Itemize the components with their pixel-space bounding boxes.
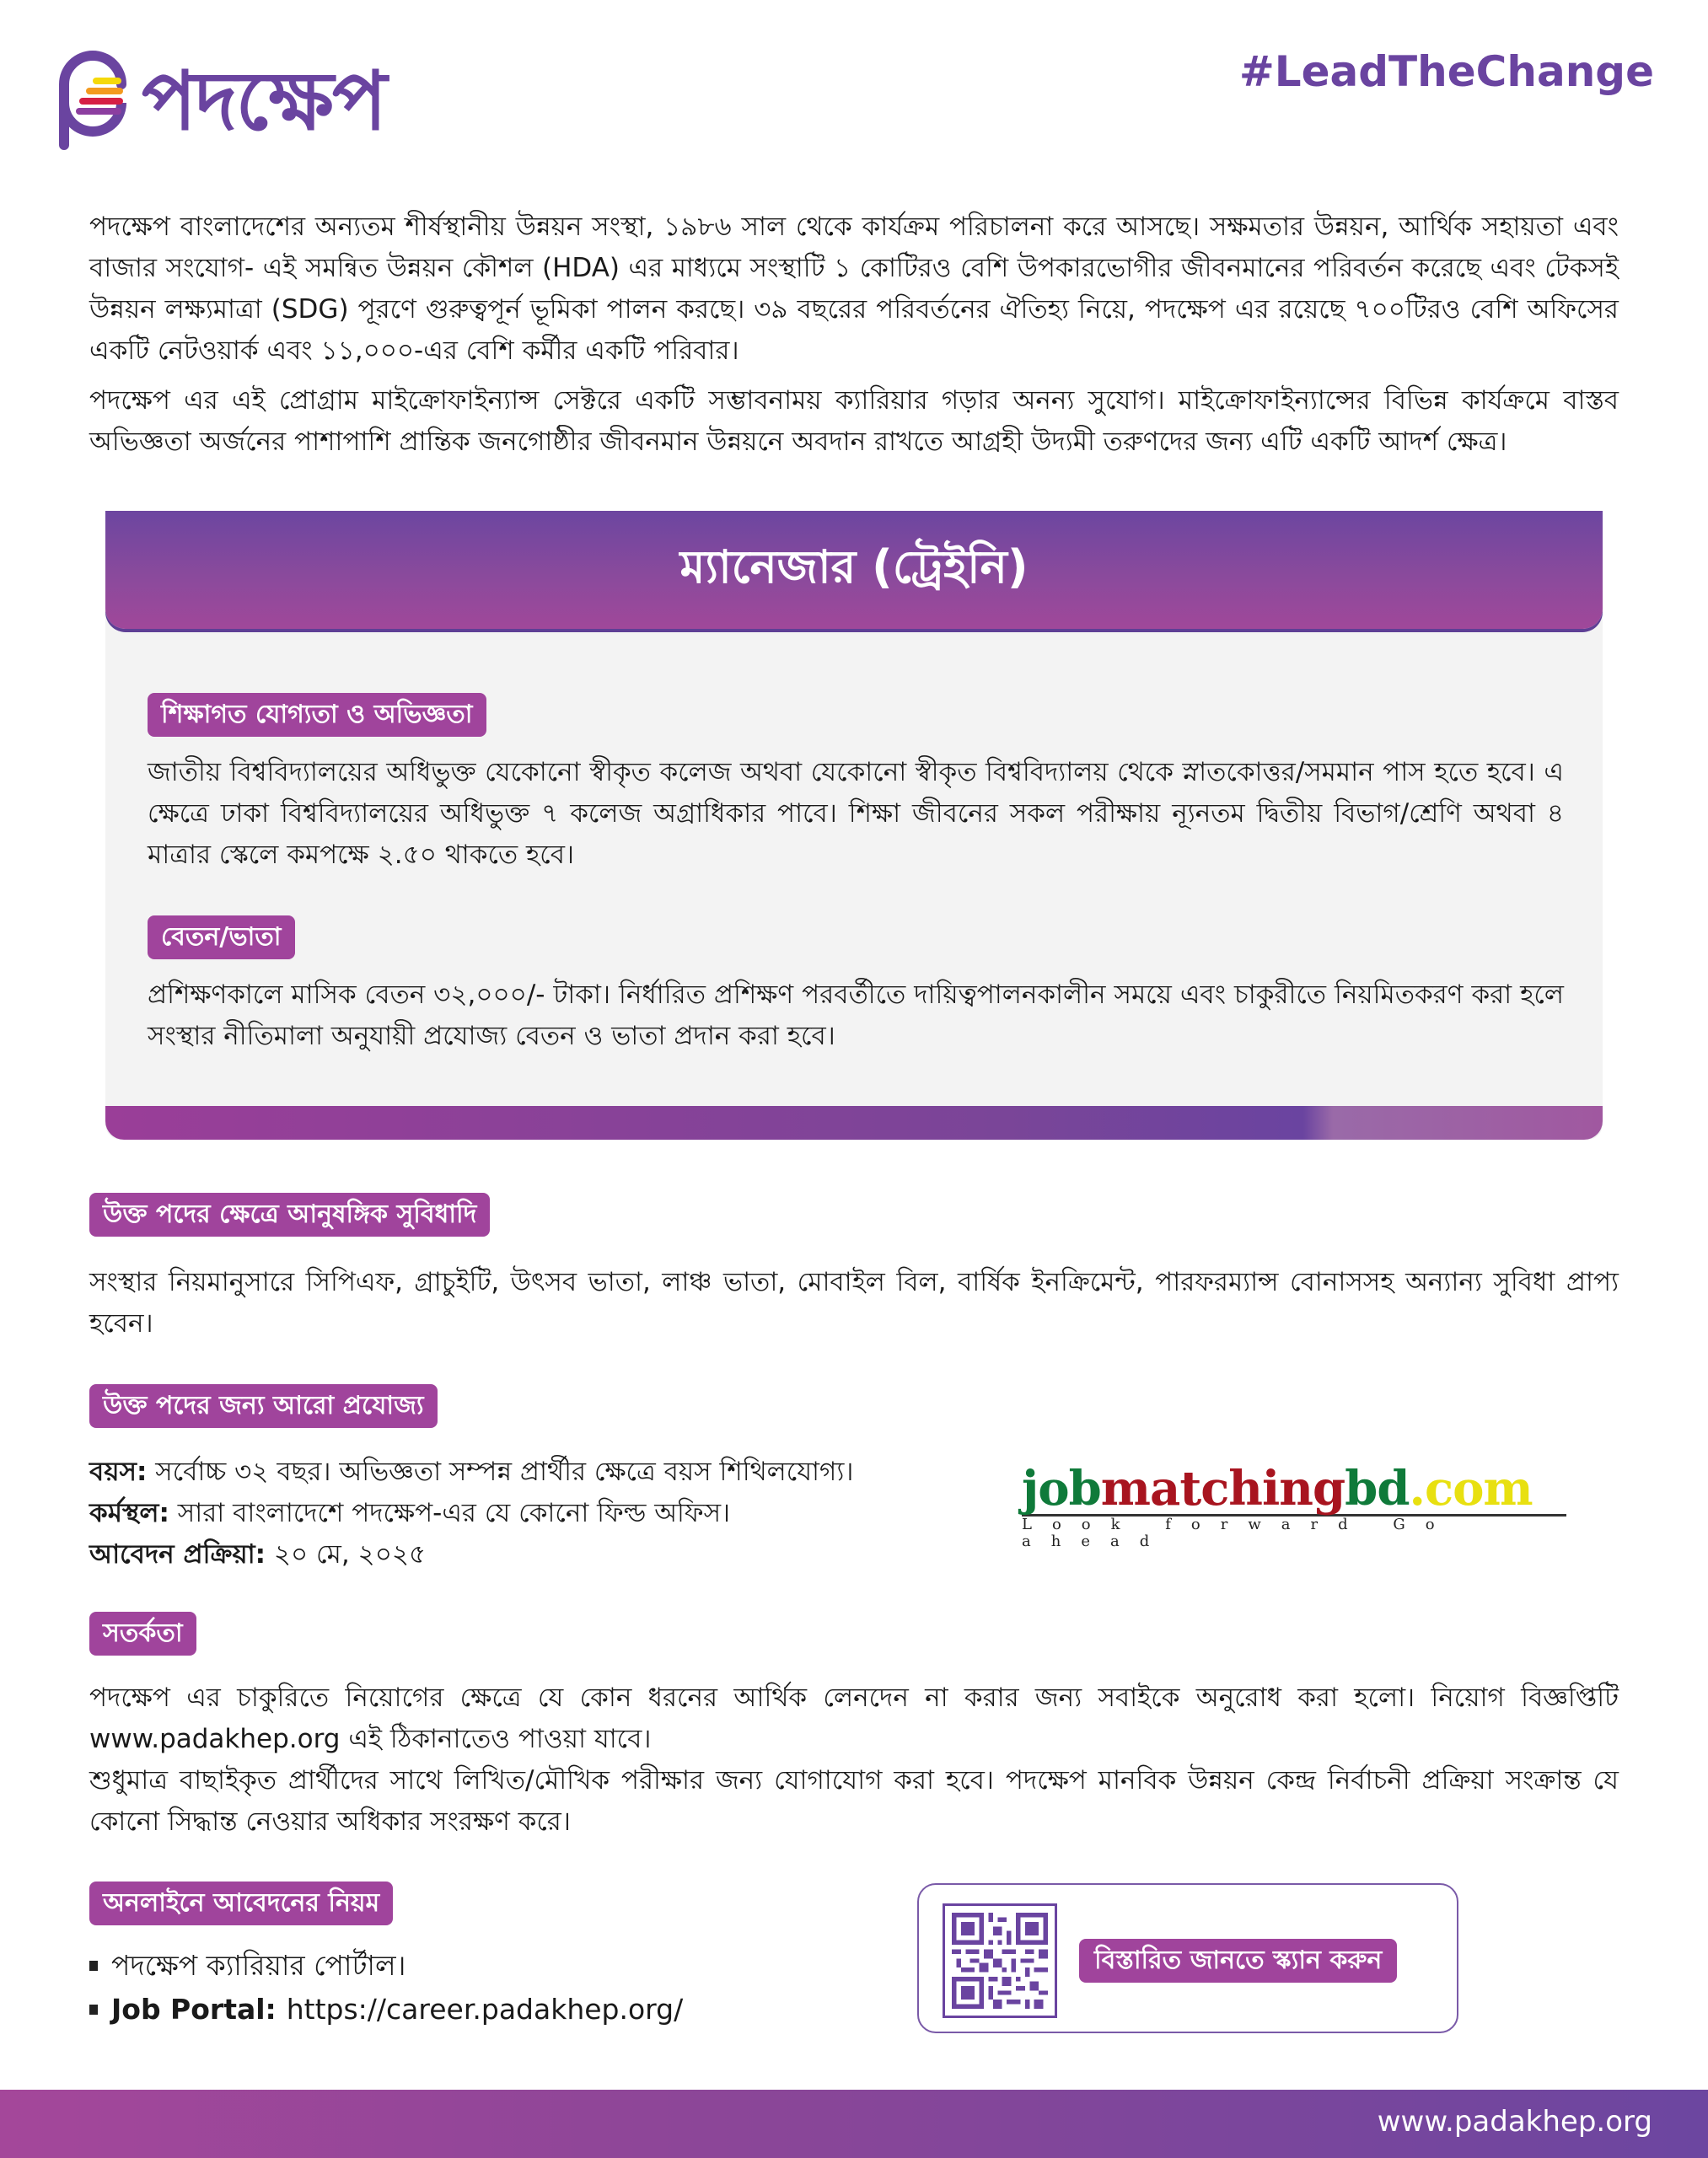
salary-section [148,915,1564,1057]
requirement-value: সর্বোচ্চ ৩২ বছর। অভিজ্ঞতা সম্পন্ন প্রার্থীর ক্ষেত্রে বয়স শিথিলযোগ্য। [147,1457,854,1487]
bullet-icon [89,2005,98,2015]
list-item [89,1988,848,2032]
benefits-section [89,1193,1619,1345]
logo-text: পদক্ষেপ [142,54,386,148]
benefits-text: সংস্থার নিয়মানুসারে সিপিএফ, গ্রাচুইটি, উৎসব ভাতা, লাঞ্চ ভাতা, মোবাইল বিল, বার্ষিক ইনক্রিমেন্ট, পারফরম্যান্স বোনাসসহ অন্যান্য সুবিধা প্রাপ্য হবেন। [89,1267,1619,1339]
watermark-wordmark: jobmatchingbd.com [1022,1461,1533,1517]
job-card [105,511,1603,1140]
qr-code-icon[interactable] [943,1903,1057,2018]
education-text: জাতীয় বিশ্ববিদ্যালয়ের অধিভুক্ত যেকোনো স্বীকৃত কলেজ অথবা যেকোনো স্বীকৃত বিশ্ববিদ্যালয় থেকে স্নাতকোত্তর/সমমান পাস হতে হবে। এ ক্ষেত্রে ঢাকা বিশ্ববিদ্যালয়ের অধিভুক্ত ৭ কলেজ অগ্রাধিকার পাবে। শিক্ষা জীবনের সকল পরীক্ষায় ন্যূনতম দ্বিতীয় বিভাগ/শ্রেণি অথবা ৪ মাত্রার স্কেলে কমপক্ষে ২.৫০ থাকতে হবে। [148,757,1564,870]
bullet-icon [89,1961,98,1971]
qr-box [917,1883,1458,2033]
salary-tag: বেতন/ভাতা [148,915,295,959]
jobmatchingbd-watermark [1022,1461,1566,1550]
requirement-workplace [89,1493,1017,1534]
requirement-value: ২০ মে, ২০২৫ [266,1539,427,1570]
additional-requirements-section [89,1384,1017,1576]
online-application-list [89,1944,848,2032]
footer-website-link[interactable]: www.padakhep.org [1377,2105,1652,2139]
warning-line: শুধুমাত্র বাছাইকৃত প্রার্থীদের সাথে লিখিত/মৌখিক পরীক্ষার জন্য যোগাযোগ করা হবে। পদক্ষেপ মানবিক উন্নয়ন কেন্দ্র নির্বাচনী প্রক্রিয়া সংক্রান্ত যে কোনো সিদ্ধান্ত নেওয়ার অধিকার সংরক্ষণ করে। [89,1765,1619,1837]
warning-text [89,1678,1619,1843]
warning-line: এই ঠিকানাতেও পাওয়া যাবে। [340,1724,652,1754]
requirement-value: সারা বাংলাদেশে পদক্ষেপ-এর যে কোনো ফিল্ড অফিস। [169,1498,731,1528]
education-tag: শিক্ষাগত যোগ্যতা ও অভিজ্ঞতা [148,693,486,737]
career-portal-text: পদক্ষেপ ক্যারিয়ার পোর্টাল। [111,1949,406,1982]
warning-section [89,1612,1619,1843]
requirement-key: কর্মস্থল: [89,1498,169,1528]
job-title-bar [105,511,1603,629]
hashtag: #LeadTheChange [1238,47,1654,96]
requirements-list [89,1452,1017,1576]
benefits-tag: উক্ত পদের ক্ষেত্রে আনুষঙ্গিক সুবিধাদি [89,1193,490,1237]
footer-bar [0,2090,1708,2158]
job-portal-label: Job Portal: [111,1993,277,2026]
online-application-section [89,1882,848,2032]
scan-cta-label: বিস্তারিত জানতে স্ক্যান করুন [1079,1939,1397,1983]
education-section [148,693,1564,876]
requirement-key: আবেদন প্রক্রিয়া: [89,1539,266,1570]
requirement-key: বয়স: [89,1457,148,1487]
watermark-tagline: Look forward Go ahead [1022,1516,1455,1550]
requirement-deadline [89,1534,1017,1576]
intro-paragraph: পদক্ষেপ এর এই প্রোগ্রাম মাইক্রোফাইন্যান্স সেক্টরে একটি সম্ভাবনাময় ক্যারিয়ার গড়ার অনন্য সুযোগ। মাইক্রোফাইন্যান্সের বিভিন্ন কার্যক্রমে বাস্তব অভিজ্ঞতা অর্জনের পাশাপাশি প্রান্তিক জনগোষ্ঠীর জীবনমান উন্নয়নে অবদান রাখতে আগ্রহী উদ্যমী তরুণদের জন্য এটি একটি আদর্শ ক্ষেত্র। [89,385,1619,457]
intro-paragraph: পদক্ষেপ বাংলাদেশের অন্যতম শীর্ষস্থানীয় উন্নয়ন সংস্থা, ১৯৮৬ সাল থেকে কার্যক্রম পরিচালনা করে আসছে। সক্ষমতার উন্নয়ন, আর্থিক সহায়তা এবং বাজার সংযোগ- এই সমন্বিত উন্নয়ন কৌশল (HDA) এর মাধ্যমে সংস্থাটি ১ কোটিরও বেশি উপকারভোগীর জীবনমানের পরিবর্তন করেছে এবং টেকসই উন্নয়ন লক্ষ্যমাত্রা (SDG) পূরণে গুরুত্বপূর্ন ভূমিকা পালন করছে। ৩৯ বছরের পরিবর্তনের ঐতিহ্য নিয়ে, পদক্ষেপ এর রয়েছে ৭০০টিরও বেশি অফিসের একটি নেটওয়ার্ক এবং ১১,০০০-এর বেশি কর্মীর একটি পরিবার। [89,212,1619,366]
job-title: ম্যানেজার (ট্রেইনি) [679,540,1029,593]
padakhep-logo [52,51,385,152]
list-item [89,1944,848,1988]
job-card-footer-bar [105,1106,1603,1140]
website-link[interactable]: www.padakhep.org [89,1724,341,1754]
requirement-age [89,1452,1017,1493]
warning-tag: সতর্কতা [89,1612,196,1656]
warning-line: পদক্ষেপ এর চাকুরিতে নিয়োগের ক্ষেত্রে যে কোন ধরনের আর্থিক লেনদেন না করার জন্য সবাইকে অনুরোধ করা হলো। নিয়োগ বিজ্ঞপ্তিটি [89,1683,1619,1713]
online-application-tag: অনলাইনে আবেদনের নিয়ম [89,1882,393,1925]
intro-section [89,207,1619,463]
padakhep-logo-icon [52,51,133,152]
job-portal-link[interactable]: https://career.padakhep.org/ [286,1993,684,2026]
header [0,0,1708,169]
salary-text: প্রশিক্ষণকালে মাসিক বেতন ৩২,০০০/- টাকা। নির্ধারিত প্রশিক্ষণ পরবর্তীতে দায়িত্বপালনকালীন সময়ে এবং চাকুরীতে নিয়মিতকরণ করা হলে সংস্থার নীতিমালা অনুযায়ী প্রযোজ্য বেতন ও ভাতা প্রদান করা হবে। [148,980,1564,1051]
additional-requirements-tag: উক্ত পদের জন্য আরো প্রযোজ্য [89,1384,438,1428]
